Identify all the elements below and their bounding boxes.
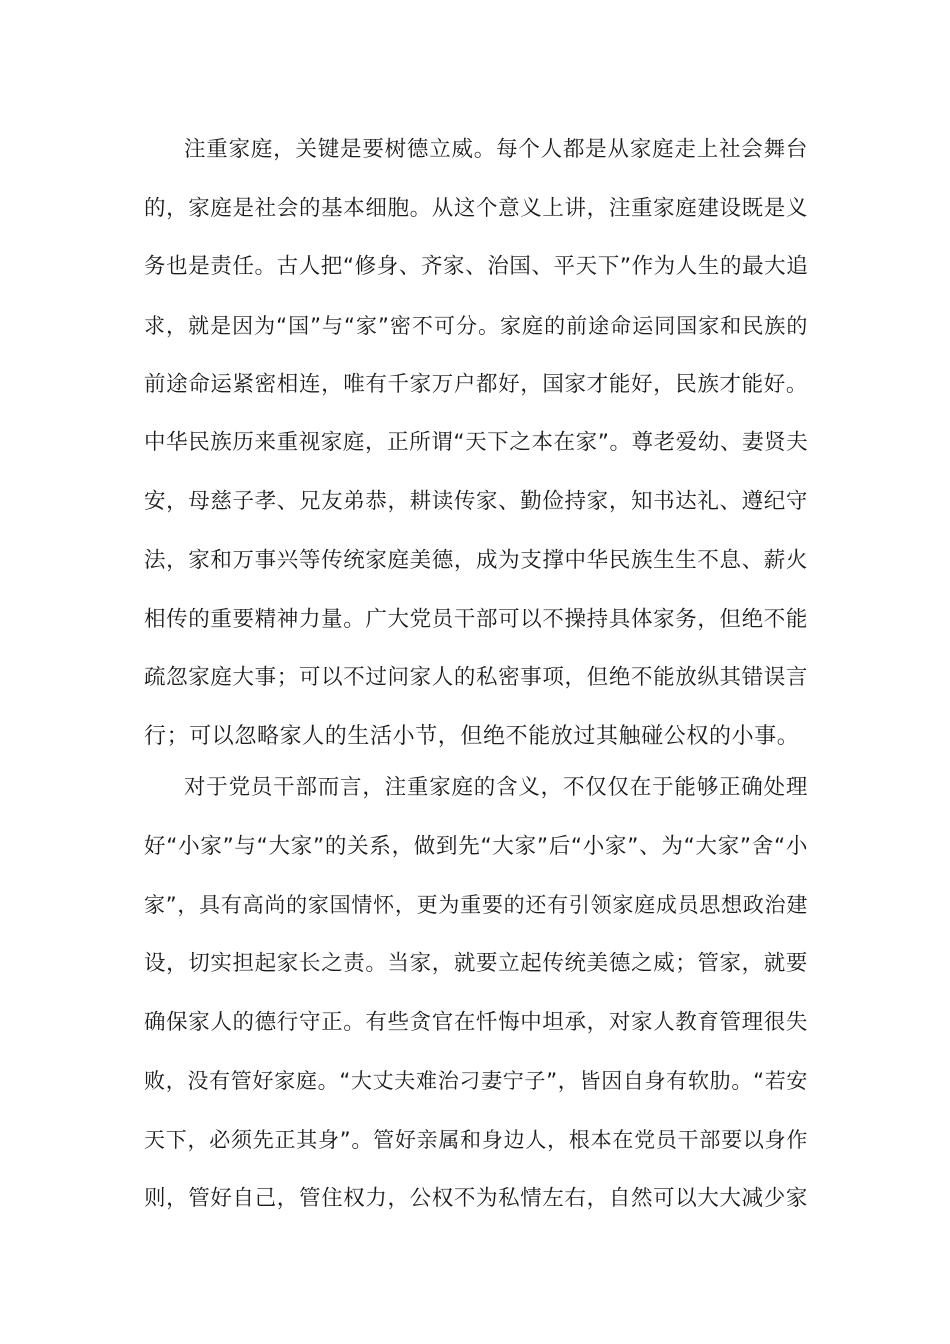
paragraph-line: 法，家和万事兴等传统家庭美德，成为支撑中华民族生生不息、薪火 [144,547,808,573]
paragraph-line: 求，就是因为“国”与“家”密不可分。家庭的前途命运同国家和民族的 [144,314,808,339]
paragraph-line: 注重家庭，关键是要树德立威。每个人都是从家庭走上社会舞台 [184,137,808,162]
paragraph-line: 务也是责任。古人把“修身、齐家、治国、平天下”作为人生的最大追 [144,254,809,280]
paragraph-line: 则，管好自己，管住权力，公权不为私情左右，自然可以大大减少家 [144,1185,808,1211]
paragraph-line: 确保家人的德行守正。有些贪官在忏悔中坦承，对家人教育管理很失 [144,1009,808,1035]
paragraph-line: 设，切实担起家长之责。当家，就要立起传统美德之威；管家，就要 [144,951,808,977]
paragraph-line: 的，家庭是社会的基本细胞。从这个意义上讲，注重家庭建设既是义 [144,195,808,221]
paragraph-line: 疏忽家庭大事；可以不过问家人的私密事项，但绝不能放纵其错误言 [144,665,808,691]
paragraph-line: 行；可以忽略家人的生活小节，但绝不能放过其触碰公权的小事。 [144,723,800,749]
paragraph-1 [144,121,808,767]
paragraph-line: 中华民族历来重视家庭，正所谓“天下之本在家”。尊老爱幼、妻贤夫 [144,430,809,456]
paragraph-line: 相传的重要精神力量。广大党员干部可以不操持具体家务，但绝不能 [144,606,808,632]
paragraph-line: 对于党员干部而言，注重家庭的含义，不仅仅在于能够正确处理 [184,775,808,800]
paragraph-line: 天下，必须先正其身”。管好亲属和身边人，根本在党员干部要以身作 [144,1128,808,1153]
paragraph-line: 前途命运紧密相连，唯有千家万户都好，国家才能好，民族才能好。 [144,371,808,397]
paragraph-2 [144,759,808,1229]
paragraph-line: 家”，具有高尚的家国情怀，更为重要的还有引领家庭成员思想政治建 [144,893,808,918]
paragraph-line: 安，母慈子孝、兄友弟恭，耕读传家、勤俭持家，知书达礼、遵纪守 [144,489,808,515]
paragraph-line: 好“小家”与“大家”的关系，做到先“大家”后“小家”、为“大家”舍“小 [144,833,808,859]
paragraph-line: 败，没有管好家庭。“大丈夫难治刁妻宁子”，皆因自身有软肋。“若安 [144,1069,808,1094]
